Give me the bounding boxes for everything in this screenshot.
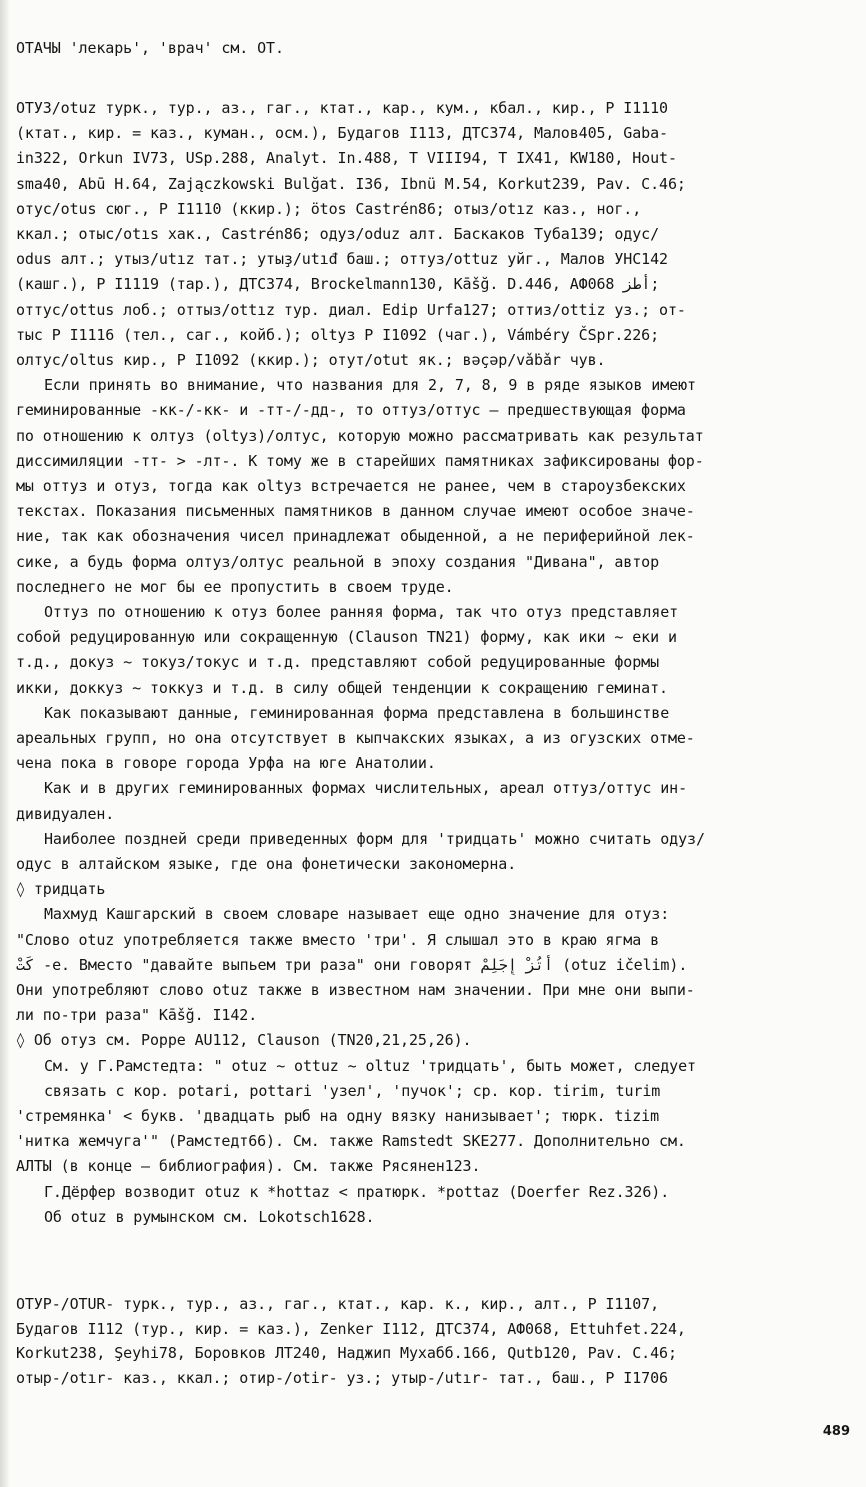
text-line: Как показывают данные, геминированная форма представлена в большинстве [44,703,670,722]
text-line: чена пока в говоре города Урфа на юге Анатолии. [16,754,436,773]
text-line: ние, так как обозначения чисел принадлежат обыденной, а не периферийной лек- [16,527,695,546]
text-line: собой редуцированную или сокращенную (Clauson TN21) форму, как ики ~ еки и [16,628,677,647]
text-line: См. у Г.Рамстедта: " otuz ~ ottuz ~ oltuz 'тридцать', быть может, следует [44,1056,696,1075]
text-line: كَتْ -е. Вместо "давайте выпьем три раза" они говорят أُتُزْ إِجَلِمْ (otuz ičelim). [16,955,688,974]
text-line: ОТАЧЫ 'лекарь', 'врач' см. ОТ. [16,39,284,57]
scan-shadow-edge [0,0,10,1487]
text-line: ареальных групп, но она отсутствует в кыпчакских языках, а из огузских отме- [16,729,695,747]
text-line: (ктат., кир. = каз., куман., осм.), Будагов I113, ДТС374, Малов405, Gaba- [16,124,668,143]
text-line: сике, а будь форма олтуз/олтус реальной в эпоху создания "Дивана", автор [16,552,660,571]
text-line: олтус/oltus кир., P I1092 (ккир.); отут/otut як.; вәҫәр/vǎḃǎr чув. [16,351,606,369]
text-line: 'нитка жемчуга'" (Рамстедт66). См. также Ramstedt SKE277. Дополнительно см. [16,1132,686,1151]
text-line: (кашг.), P I1119 (тар.), ДТС374, Brockelmann130, Kāšğ. D.446, АФ068 أطز; [16,275,660,294]
text-line: ккал.; отыс/otıs хак., Castrén86; одуз/oduz алт. Баскаков Туба139; одус/ [16,225,660,243]
text-line: in322, Orkun IV73, USp.288, Analyt. In.488, T VIII94, T IX41, KW180, Hout- [16,149,677,168]
text-line: ◊ тридцать [16,880,106,899]
text-line: Оттуз по отношению к отуз более ранняя форма, так что отуз представляет [44,603,679,621]
text-line: Korkut238, Şeyhi78, Боровков ЛТ240, Наджип Мухабб.166, Qutb120, Pav. C.46; [16,1344,677,1362]
text-line: "Слово otuz употребляется также вместо 'три'. Я слышал это в краю ягма в [16,930,660,949]
text-line: Об otuz в румынском см. Lokotsch1628. [44,1207,375,1226]
text-line: sma40, Abū H.64, Zajączkowski Bulğat. I36, Ibnü M.54, Korkut239, Pav. C.46; [16,174,686,193]
text-line: одус в алтайском языке, где она фонетически закономерна. [16,855,517,873]
text-line: Наиболее поздней среди приведенных форм для 'тридцать' можно считать одуз/ [44,829,705,848]
text-line: Как и в других геминированных формах числительных, ареал оттуз/оттус ин- [44,779,688,798]
text-line: тыс P I1116 (тел., саг., койб.); oltуз P I1092 (чаг.), Vámbéry ČSpr.226; [16,325,660,344]
text-line: Будагов I112 (тур., кир. = каз.), Zenker I112, ДТС374, АФ068, Ettuhfet.224, [16,1319,686,1338]
text-line: ли по-три раза" Kāšğ. I142. [16,1006,258,1025]
text-line: мы оттуз и отуз, тогда как oltуз встречается не ранее, чем в староузбекских [16,477,686,495]
text-line: 'стремянка' < букв. 'двадцать рыб на одну вязку нанизывает'; тюрк. tizim [16,1107,660,1125]
text-line: ОТУЗ/otuz турк., тур., аз., гаг., ктат., кар., кум., кбал., кир., P I1110 [16,99,668,117]
text-line: ◊ Об отуз см. Poppe AU112, Clauson (TN20,21,25,26). [16,1031,472,1050]
text-line: текстах. Показания письменных памятников в данном случае имеют особое значе- [16,502,695,521]
text-line: odus алт.; утыз/utız тат.; утыҙ/utıđ баш.; оттуз/ottuz уйг., Малов УНС142 [16,250,668,269]
text-line: последнего не мог бы ее пропустить в своем труде. [16,577,454,596]
text-line: Они употребляют слово otuz также в известном нам значении. При мне они выпи- [16,981,695,999]
text-line: связать с кор. potari, pottari 'узел', 'пучок'; ср. кор. tirim, turim [44,1081,661,1100]
text-line: отус/otus сюг., P I1110 (ккир.); ötos Castrén86; отыз/otız каз., ног., [16,199,642,218]
page-number: 489 [822,1424,850,1439]
text-line: оттус/ottus лоб.; оттыз/ottız тур. диал. Ediр Urfa127; оттиз/ottiz уз.; от- [16,300,686,319]
text-line: геминированные -кк-/-кк- и -тт-/-дд-, то оттуз/оттус – предшествующая форма [16,401,686,420]
text-line: отыр-/otır- каз., ккал.; отир-/otir- уз.; утыр-/utır- тат., баш., P I1706 [16,1368,668,1387]
text-line: Махмуд Кашгарский в своем словаре называет еще одно значение для отуз: [44,905,670,924]
text-line: Г.Дёрфер возводит otuz к *hottaz < пратюрк. *pottaz (Doerfer Rez.326). [44,1182,670,1201]
text-line: по отношению к олтуз (oltуз)/олтус, которую можно рассматривать как результат [16,426,704,445]
text-line: диссимиляции -тт- > -лт-. К тому же в старейших памятниках зафиксированы фор- [16,451,704,470]
text-line: т.д., докуз ~ токуз/токус и т.д. представляют собой редуцированные формы [16,653,660,672]
text-line: икки, доккуз ~ токкуз и т.д. в силу общей тенденции к сокращению геминат. [16,678,668,697]
text-line: ОТУР-/OTUR- турк., тур., аз., гаг., ктат., кар. к., кир., алт., P I1107, [16,1295,660,1313]
text-line: Если принять во внимание, что названия для 2, 7, 8, 9 в ряде языков имеют [44,376,696,395]
text-line: АЛТЫ (в конце – библиография). См. также Рясянен123. [16,1157,481,1176]
text-line: дивидуален. [16,804,115,823]
